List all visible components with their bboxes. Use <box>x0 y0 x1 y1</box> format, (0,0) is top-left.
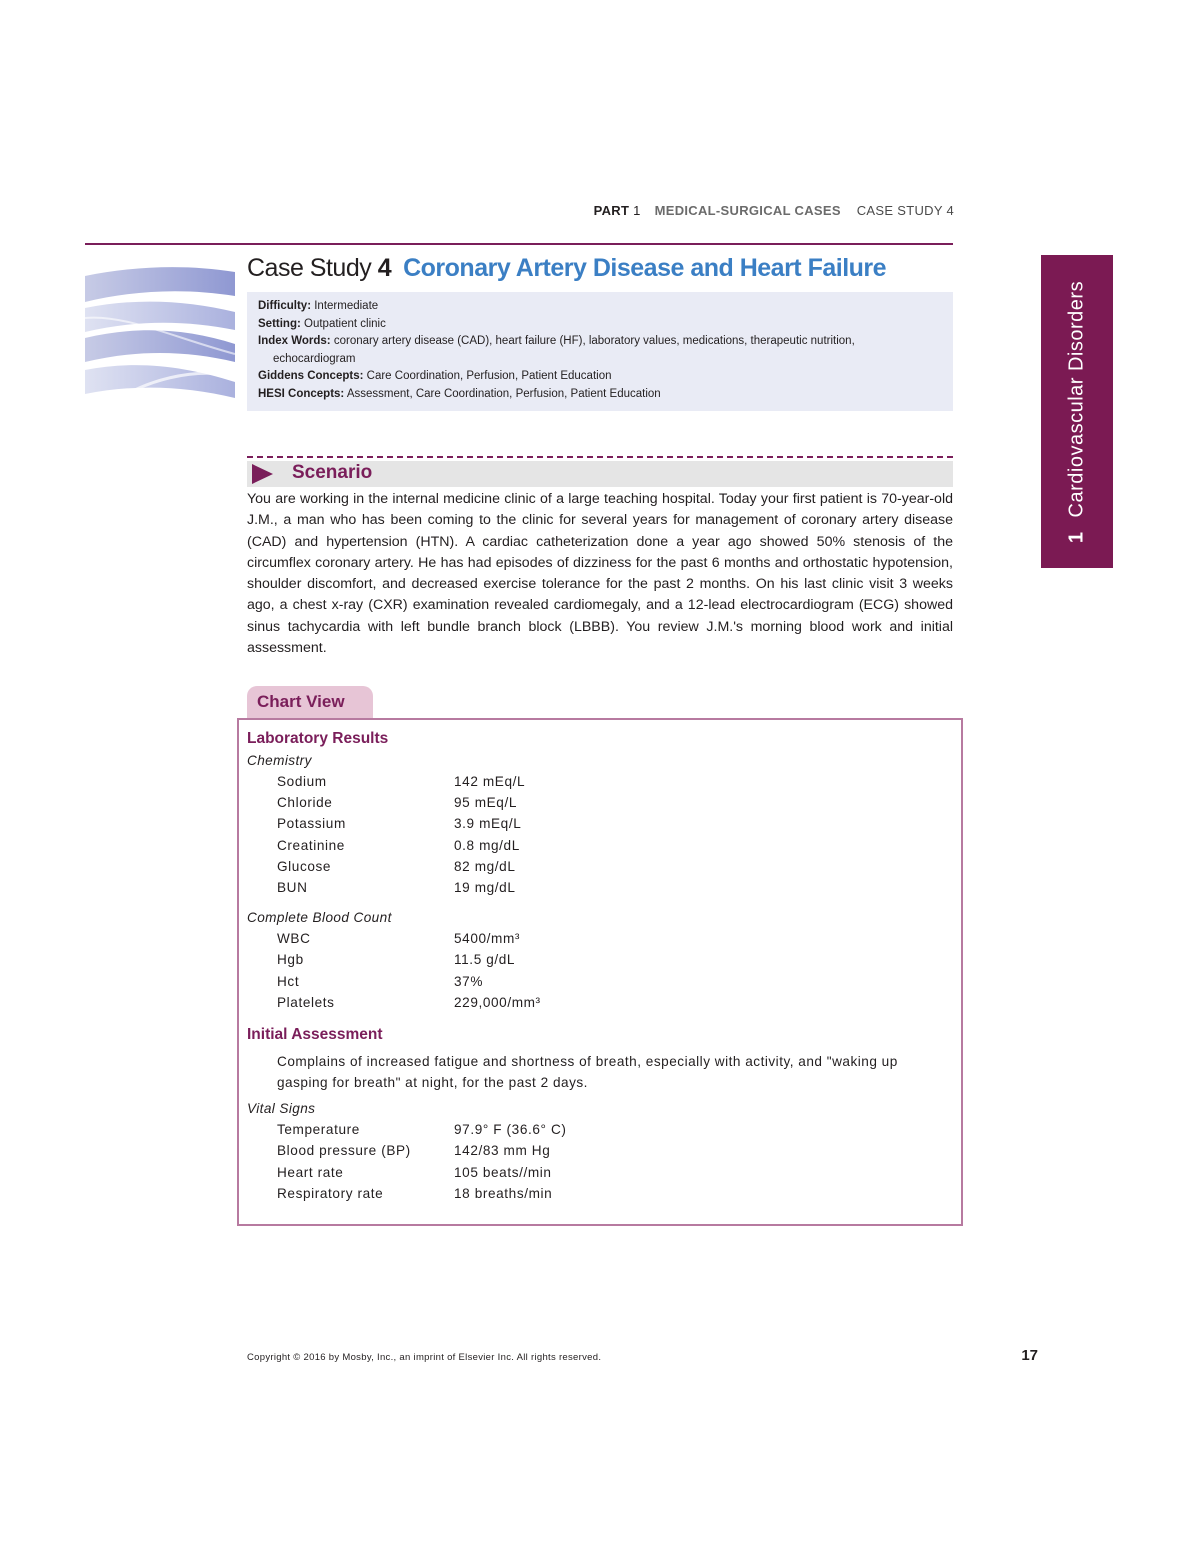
vitals-list <box>247 1119 953 1204</box>
scenario-heading: Scenario <box>292 462 373 483</box>
lab-row: Potassium 3.9 mEq/L <box>277 816 522 832</box>
cbc-list <box>247 928 953 1013</box>
vital-row: Respiratory rate 18 breaths/min <box>277 1185 553 1201</box>
initial-assessment-heading: Initial Assessment <box>247 1025 383 1043</box>
difficulty-line: Difficulty: Intermediate <box>258 300 379 312</box>
part-number: 1 <box>633 203 641 218</box>
chemistry-list <box>247 771 953 898</box>
hesi-line: HESI Concepts: Assessment, Care Coordination, Perfusion, Patient Education <box>258 387 661 400</box>
lab-row: Platelets 229,000/mm³ <box>277 994 541 1010</box>
part-title: MEDICAL-SURGICAL CASES <box>654 203 841 218</box>
vital-row: Blood pressure (BP) 142/83 mm Hg <box>277 1143 551 1159</box>
title-number: 4 <box>377 254 392 282</box>
part-label: PART <box>593 203 630 218</box>
chapter-side-tab <box>1041 255 1113 568</box>
chart-view-tab-label: Chart View <box>257 692 345 711</box>
cbc-heading: Complete Blood Count <box>247 910 392 926</box>
chart-view-tab <box>247 686 373 719</box>
chapter-label: Cardiovascular Disorders <box>1065 280 1088 517</box>
chapter-number: 1 <box>1065 530 1088 543</box>
vital-signs-heading: Vital Signs <box>247 1101 316 1117</box>
header-rule <box>85 243 953 245</box>
page-title <box>247 254 886 283</box>
index-words-line: Index Words: coronary artery disease (CAD), heart failure (HF), laboratory values, medications, therapeutic nutrition, echocardiogram <box>258 335 855 365</box>
chart-view-content <box>247 727 953 1204</box>
title-prefix: Case Study <box>247 254 372 282</box>
lab-row: Hct 37% <box>277 973 484 989</box>
copyright-footer: Copyright © 2016 by Mosby, Inc., an imprint of Elsevier Inc. All rights reserved. <box>247 1352 602 1363</box>
vital-row: Temperature 97.9° F (36.6° C) <box>277 1122 567 1138</box>
case-label: CASE STUDY 4 <box>856 203 954 218</box>
scenario-dashed-rule <box>247 456 953 458</box>
lab-row: Hgb 11.5 g/dL <box>277 952 516 968</box>
running-header <box>560 203 954 218</box>
title-topic: Coronary Artery Disease and Heart Failure <box>403 254 887 282</box>
lab-results-heading: Laboratory Results <box>247 730 389 747</box>
scenario-text: You are working in the internal medicine clinic of a large teaching hospital. Today your first patient is 70-year-old J.M., a man who has been coming to the clinic for several years for management of coronary artery disease (CAD) and hypertension (HTN). A cardiac catheterization done a year ago showed 50% stenosis of the circumflex coronary artery. He has had episodes of dizziness for the past 6 months and orthostatic hypotension, shoulder discomfort, and decreased exercise tolerance for the past 2 months. On his last clinic visit 3 weeks ago, a chest x-ray (CXR) examination revealed cardiomegaly, and a 12-lead electrocardiogram (ECG) showed sinus tachycardia with left bundle branch block (LBBB). You review J.M.'s morning blood work and initial assessment. <box>247 491 953 657</box>
chemistry-heading: Chemistry <box>247 753 312 768</box>
case-info-box <box>247 292 953 411</box>
lab-row: WBC 5400/mm³ <box>277 931 520 947</box>
setting-line: Setting: Outpatient clinic <box>258 317 386 330</box>
lab-row: Creatinine 0.8 mg/dL <box>277 837 520 853</box>
vital-row: Heart rate 105 beats//min <box>277 1164 552 1180</box>
lab-row: Glucose 82 mg/dL <box>277 858 516 874</box>
lab-row: Chloride 95 mEq/L <box>277 795 517 811</box>
initial-assessment-text: Complains of increased fatigue and shortness of breath, especially with activity, and "waking up gasping for breath" at night, for the past 2 days. <box>277 1053 898 1091</box>
ribbon-decoration-image <box>85 258 235 413</box>
play-arrow-icon <box>250 463 274 485</box>
page-number: 17 <box>1021 1347 1038 1364</box>
lab-row: BUN 19 mg/dL <box>277 879 516 895</box>
giddens-line: Giddens Concepts: Care Coordination, Perfusion, Patient Education <box>258 370 612 383</box>
lab-row: Sodium 142 mEq/L <box>277 774 526 789</box>
